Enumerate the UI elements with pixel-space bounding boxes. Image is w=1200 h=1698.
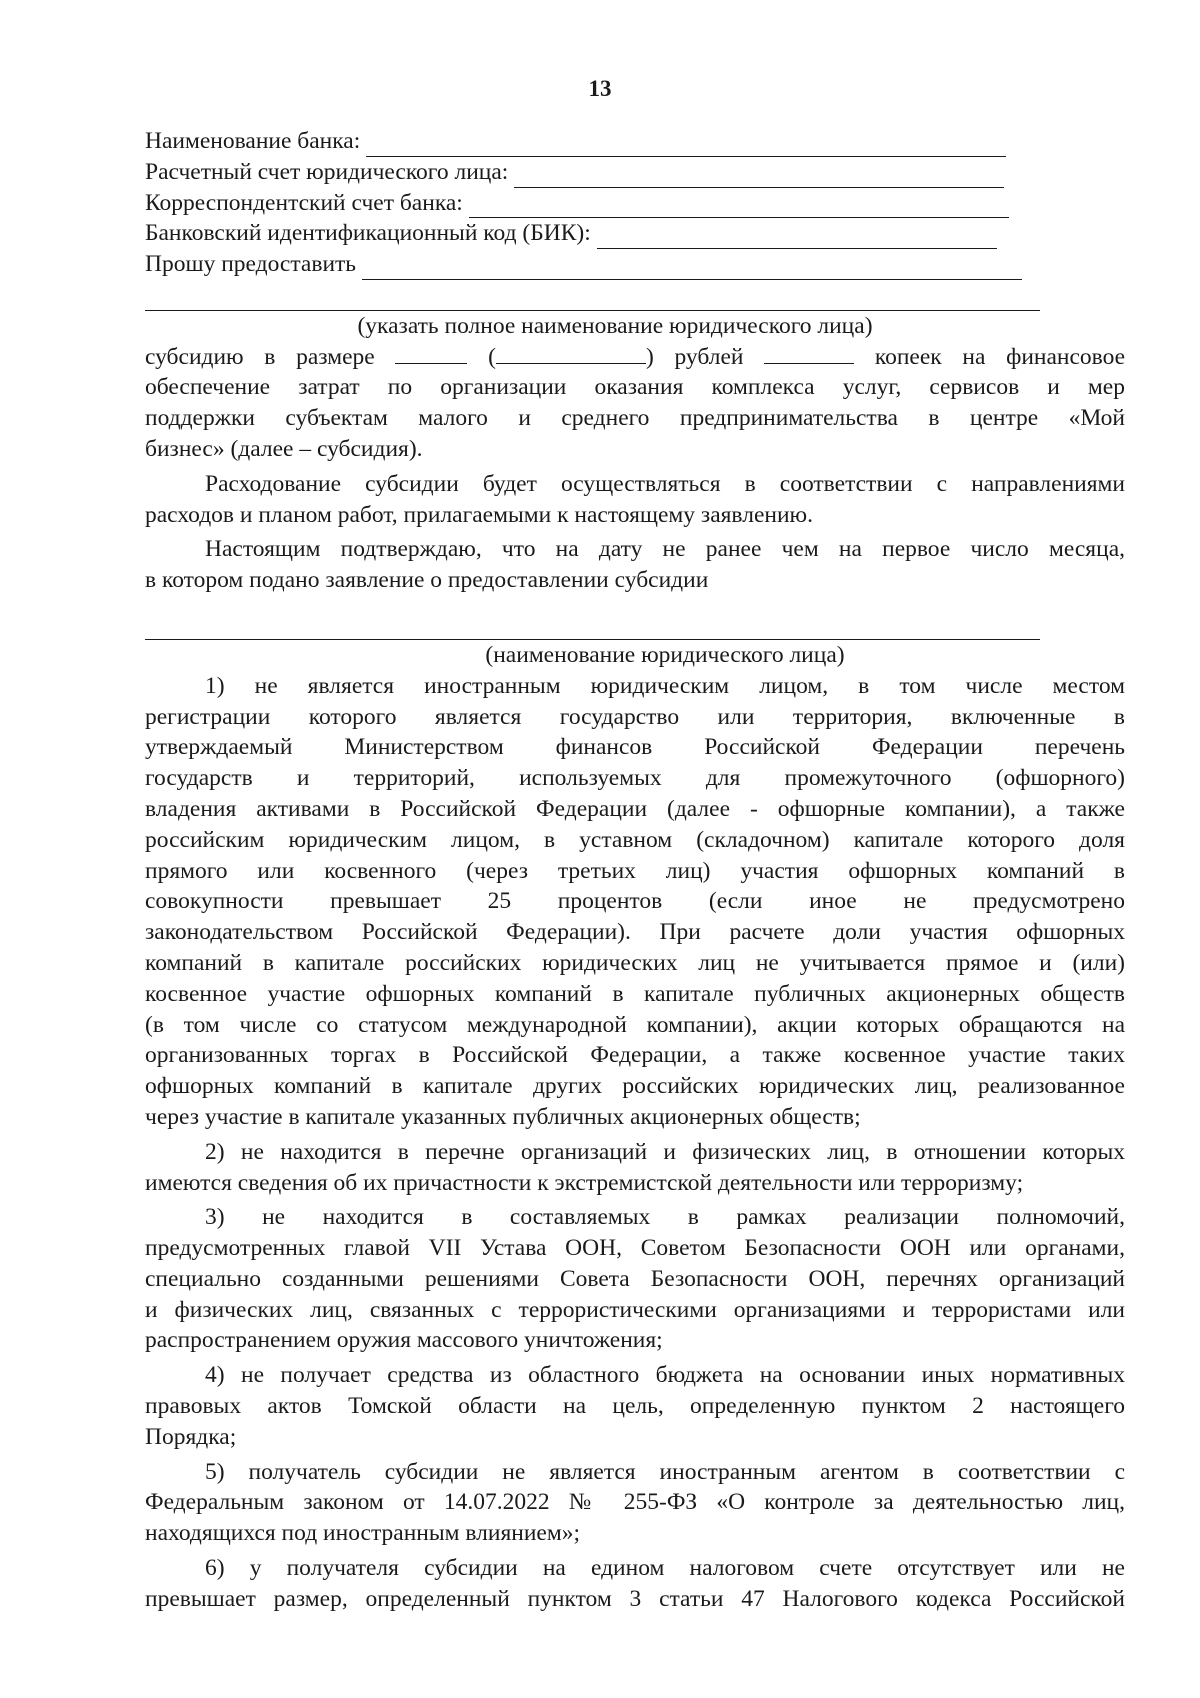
fill-blank [366, 134, 1006, 157]
text-line: бизнес» (далее – субсидия). [145, 435, 423, 462]
text-line: превышает размер, определенный пунктом 3 статьи 47 Налогового кодекса Российской [145, 1585, 1125, 1612]
text-line: 1) не является иностранным юридическим лицом, в том числе местом [205, 672, 1125, 699]
text-line: находящихся под иностранным влиянием»; [145, 1520, 581, 1547]
text-line: правовых актов Томской области на цель, определенную пунктом 2 настоящего [145, 1393, 1125, 1420]
caption-legal-entity-name: (наименование юридического лица) [485, 641, 845, 668]
field-label: Расчетный счет юридического лица: [145, 158, 509, 185]
text-line: 5) получатель субсидии не является иностранным агентом в соответствии с [205, 1458, 1125, 1485]
text-line: обеспечение затрат по организации оказания комплекса услуг, сервисов и мер [145, 374, 1125, 401]
text-line: предусмотренных главой VII Устава ООН, Советом Безопасности ООН или органами, [145, 1235, 1125, 1262]
item-4 [145, 1360, 1125, 1452]
text-line: Расходование субсидии будет осуществляться в соответствии с направлениями [205, 470, 1125, 497]
field-request [145, 249, 1125, 280]
item-6 [145, 1553, 1125, 1615]
item-5 [145, 1457, 1125, 1549]
fill-blank [514, 165, 1004, 188]
item-1 [145, 671, 1125, 1133]
text-line: российским юридическим лицом, в уставном (складочном) капитале которого доля [145, 826, 1125, 853]
text-line: 4) не получает средства из областного бюджета на основании иных нормативных [205, 1362, 1125, 1389]
caption-legal-entity-full-name: (указать полное наименование юридического лица) [357, 312, 873, 339]
text-line: законодательством Российской Федерации). При расчете доли участия офшорных [145, 919, 1125, 946]
field-settlement-account [145, 157, 1125, 188]
text-line: косвенное участие офшорных компаний в капитале публичных акционерных обществ [145, 980, 1125, 1007]
text-line: организованных торгах в Российской Федерации, а также косвенное участие таких [145, 1042, 1125, 1069]
field-label: Корреспондентский счет банка: [145, 189, 463, 216]
text-line: 6) у получателя субсидии на едином налоговом счете отсутствует или не [205, 1555, 1125, 1582]
text-fragment: копеек на финансовое [874, 343, 1126, 370]
text-line: прямого или косвенного (через третьих лиц) участия офшорных компаний в [145, 857, 1125, 884]
fill-blank [362, 257, 1022, 280]
text-line: расходов и планом работ, прилагаемыми к настоящему заявлению. [145, 501, 813, 528]
field-label: Наименование банка: [145, 128, 361, 154]
fill-blank [145, 288, 1040, 311]
text-line: компаний в капитале российских юридических лиц не учитывается прямое и (или) [145, 949, 1125, 976]
text-line: распространением оружия массового уничтожения; [145, 1327, 663, 1354]
field-bank-name [145, 126, 1125, 157]
field-bik [145, 218, 1125, 249]
text-line: через участие в капитале указанных публичных акционерных обществ; [145, 1103, 861, 1130]
full-width-blank [145, 596, 1125, 640]
text-line: утверждаемый Министерством финансов Российской Федерации перечень [145, 734, 1125, 761]
field-label: Банковский идентификационный код (БИК): [145, 220, 591, 247]
fill-blank [496, 343, 646, 364]
text-line: в котором подано заявление о предоставлении субсидии [145, 567, 709, 594]
fill-blank [145, 617, 1040, 640]
text-line: 2) не находится в перечне организаций и физических лиц, в отношении которых [205, 1138, 1125, 1165]
fill-blank [764, 343, 854, 364]
document-body [145, 126, 1125, 1615]
text-line: поддержки субъектам малого и среднего предпринимательства в центре «Мой [145, 405, 1125, 432]
item-3 [145, 1202, 1125, 1356]
text-fragment: субсидию в размере [145, 343, 375, 370]
page-number: 13 [588, 76, 612, 101]
fill-blank [597, 226, 997, 249]
text-line: владения активами в Российской Федерации (далее - офшорные компании), а также [145, 795, 1125, 822]
text-line: имеются сведения об их причастности к экстремистской деятельности или терроризму; [145, 1169, 1024, 1196]
text-line: офшорных компаний в капитале других российских юридических лиц, реализованное [145, 1073, 1125, 1100]
subsidy-amount-line [145, 342, 1125, 373]
text-line: совокупности превышает 25 процентов (если иное не предусмотрено [145, 888, 1125, 915]
text-line: (в том числе со статусом международной компании), акции которых обращаются на [145, 1011, 1125, 1038]
text-line: специально созданными решениями Совета Безопасности ООН, перечнях организаций [145, 1265, 1125, 1292]
text-line: Настоящим подтверждаю, что на дату не ранее чем на первое число месяца, [205, 536, 1125, 563]
text-fragment: ( ) рублей [488, 343, 744, 370]
text-line: государств и территорий, используемых для промежуточного (офшорного) [145, 765, 1125, 792]
item-2 [145, 1137, 1125, 1199]
text-line: Федеральным законом от 14.07.2022 № 255-ФЗ «О контроле за деятельностью лиц, [145, 1489, 1125, 1516]
text-line: Порядка; [145, 1423, 237, 1450]
fill-blank [469, 195, 1009, 218]
fill-blank [395, 343, 467, 364]
field-correspondent-account [145, 188, 1125, 219]
text-line: регистрации которого является государство или территория, включенные в [145, 703, 1125, 730]
field-label: Прошу предоставить [145, 251, 357, 278]
text-line: 3) не находится в составляемых в рамках реализации полномочий, [205, 1204, 1125, 1231]
text-line: и физических лиц, связанных с террористическими организациями и террористами или [145, 1296, 1125, 1323]
full-width-blank [145, 280, 1125, 311]
